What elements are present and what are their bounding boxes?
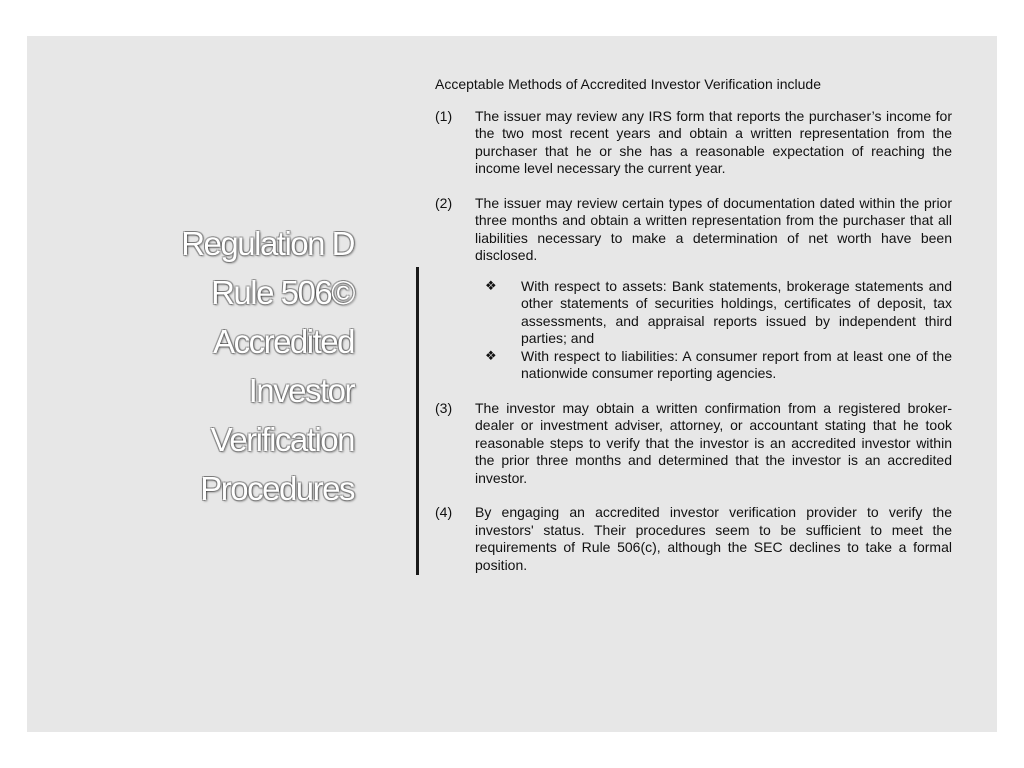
item-body	[475, 400, 952, 488]
item-body	[475, 108, 952, 178]
title-line: Accredited	[213, 323, 354, 360]
title-line: Investor	[248, 372, 354, 409]
sub-bullet	[485, 348, 952, 383]
intro-text: Acceptable Methods of Accredited Investor Verification include	[435, 76, 821, 92]
slide-title	[54, 219, 354, 513]
item-number: (1)	[435, 107, 453, 124]
title-line: Procedures	[200, 470, 354, 507]
title-line: Rule 506©	[211, 274, 354, 311]
title-line: Verification	[210, 421, 354, 458]
sub-bullet-list	[475, 278, 952, 383]
diamond-bullet-icon: ❖	[485, 348, 497, 364]
item-text: The investor may obtain a written confirmation from a registered broker-dealer or investment adviser, attorney, or accountant stating that he took reasonable steps to verify that the investor is an accredited investor within the prior three months and determined that the investor is an accredited investor.	[475, 399, 952, 486]
item-body	[475, 504, 952, 574]
diamond-bullet-icon: ❖	[485, 278, 497, 294]
item-number: (4)	[435, 504, 453, 520]
title-line: Regulation D	[181, 225, 354, 262]
item-number: (2)	[435, 194, 453, 211]
list-item	[435, 108, 952, 178]
content-body	[435, 76, 952, 591]
item-text: The issuer may review certain types of documentation dated within the prior three months and obtain a written representation from the purchaser that all liabilities necessary to make a determination of net worth have been disclosed.	[475, 194, 952, 263]
item-body	[475, 195, 952, 383]
item-number: (3)	[435, 399, 453, 416]
sub-bullet-text: With respect to assets: Bank statements, brokerage statements and other statements of securities holdings, certificates of deposit, tax assessments, and appraisal reports issued by independent third parties; and	[521, 277, 952, 346]
list-item	[435, 504, 952, 574]
sub-bullet	[485, 278, 952, 348]
item-text: The issuer may review any IRS form that reports the purchaser’s income for the two most recent years and obtain a written representation from the purchaser that he or she has a reasonable expectation of reaching the income level necessary the current year.	[475, 107, 952, 176]
vertical-divider	[416, 267, 419, 575]
list-item	[435, 195, 952, 383]
sub-bullet-text: With respect to liabilities: A consumer report from at least one of the nationwide consumer reporting agencies.	[521, 347, 952, 381]
list-item	[435, 400, 952, 488]
item-text: By engaging an accredited investor verification provider to verify the investors' status. Their procedures seem to be sufficient to meet the requirements of Rule 506(c), although the SEC declines to take a formal position.	[475, 504, 952, 573]
